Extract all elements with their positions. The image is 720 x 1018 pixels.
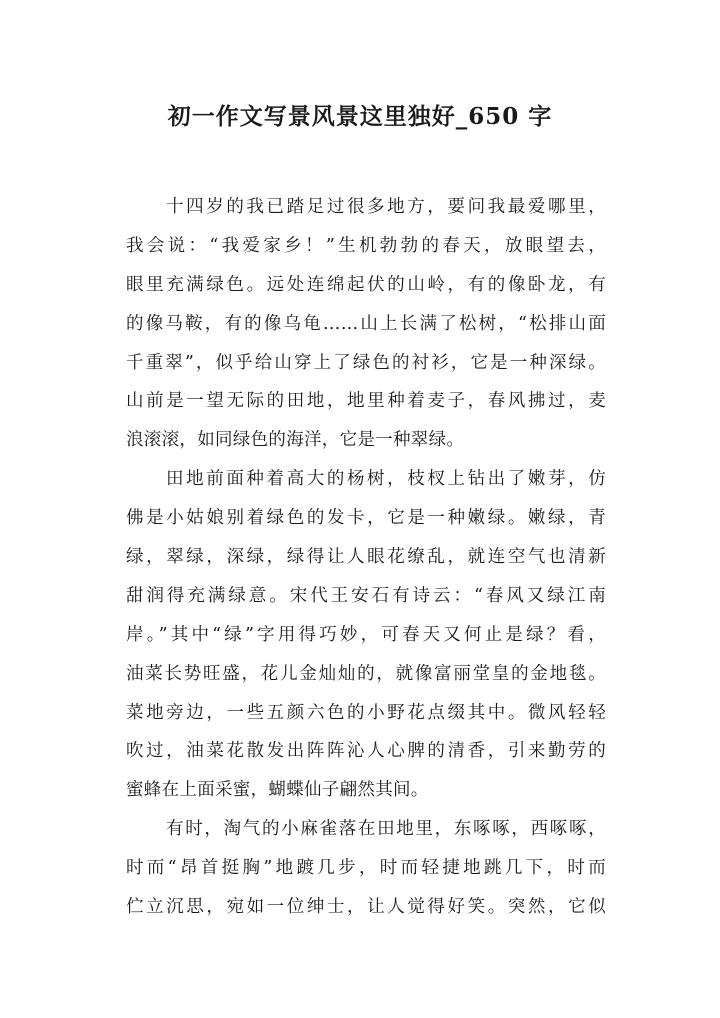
paragraph-line: 蜜蜂在上面采蜜，蝴蝶仙子翩然其间。 <box>126 780 429 801</box>
document-title: 初一作文写景风景这里独好_650 字 <box>167 103 553 130</box>
paragraph-line: 田地前面种着高大的杨树，枝杈上钻出了嫩芽，仿 <box>166 469 606 490</box>
paragraph-line: 千重翠”，似乎给山穿上了绿色的衬衫，它是一种深绿。 <box>126 352 606 373</box>
paragraph-line: 油菜长势旺盛，花儿金灿灿的，就像富丽堂皇的金地毯。 <box>126 663 606 684</box>
paragraph-line: 十四岁的我已踏足过很多地方，要问我最爱哪里， <box>166 197 606 217</box>
paragraph-line: 山前是一望无际的田地，地里种着麦子，春风拂过，麦 <box>126 391 606 412</box>
paragraph-line: 伫立沉思，宛如一位绅士，让人觉得好笑。突然，它似 <box>126 897 606 918</box>
paragraph-line: 吹过，油菜花散发出阵阵沁人心脾的清香，引来勤劳的 <box>126 741 606 762</box>
paragraph-line: 佛是小姑娘别着绿色的发卡，它是一种嫩绿。嫩绿，青 <box>126 508 606 529</box>
paragraph-line: 浪滚滚，如同绿色的海洋，它是一种翠绿。 <box>126 430 465 451</box>
essay-body <box>126 188 606 927</box>
paragraph-line: 甜润得充满绿意。宋代王安石有诗云：“春风又绿江南 <box>126 585 606 606</box>
paragraph-line: 绿，翠绿，深绿，绿得让人眼花缭乱，就连空气也清新 <box>126 547 606 568</box>
paragraph-line: 时而“昂首挺胸”地踱几步，时而轻捷地跳几下，时而 <box>126 858 606 879</box>
paragraph-line: 我会说：“我爱家乡！”生机勃勃的春天，放眼望去， <box>126 235 606 256</box>
paragraph-line: 岸。”其中“绿”字用得巧妙，可春天又何止是绿？看， <box>126 624 606 645</box>
paragraph-line: 眼里充满绿色。远处连绵起伏的山岭，有的像卧龙，有 <box>126 274 606 295</box>
paragraph-line: 菜地旁边，一些五颜六色的小野花点缀其中。微风轻轻 <box>126 702 606 723</box>
paragraph-line: 的像马鞍，有的像乌龟……山上长满了松树，“松排山面 <box>126 313 606 334</box>
paragraph-line: 有时，淘气的小麻雀落在田地里，东啄啄，西啄啄， <box>166 819 606 840</box>
